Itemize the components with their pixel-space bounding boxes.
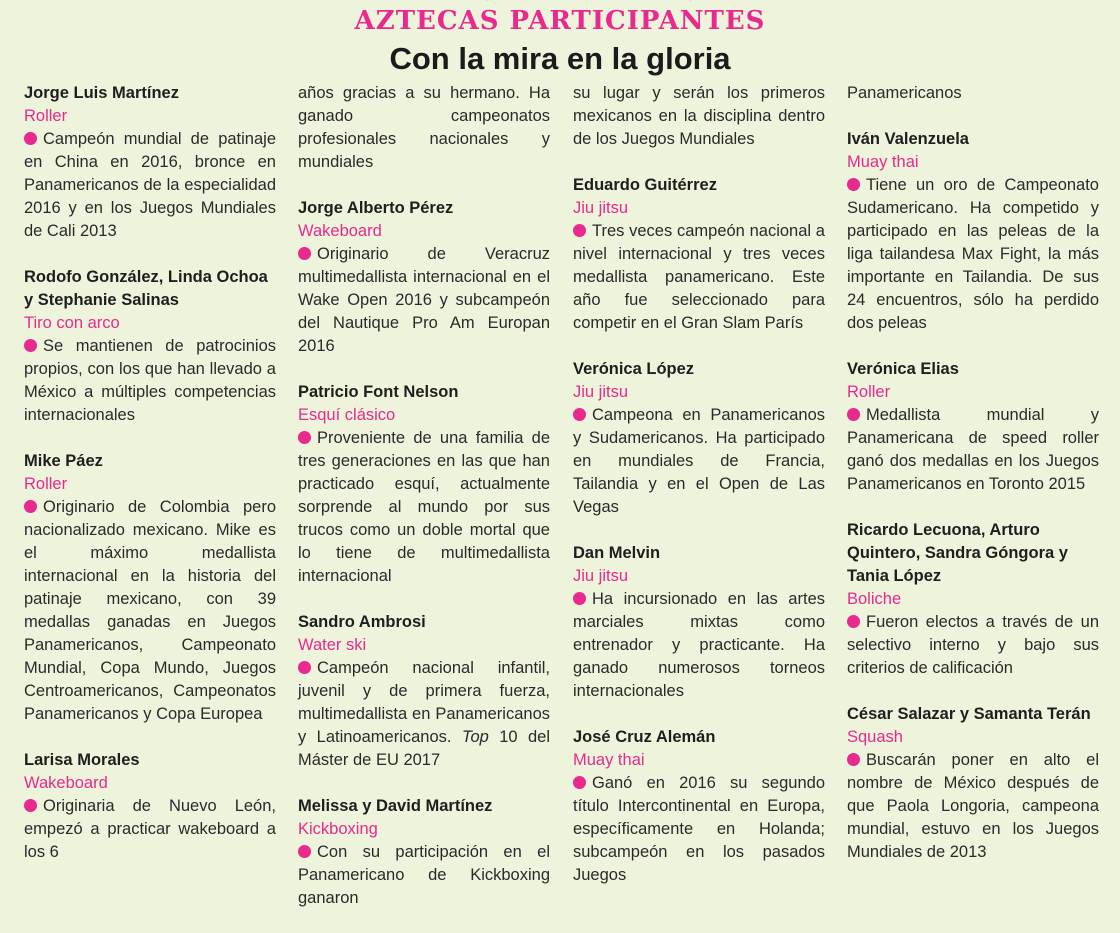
text-column-1 [24, 82, 276, 887]
continued-text: Panamericanos [847, 84, 962, 102]
athlete-description: Campeón mundial de patinaje en China en 2016, bronce en Panamericanos de la especialidad 2016 y en los Juegos Mundiales de Cali 2013 [24, 130, 276, 240]
bullet-icon [24, 500, 37, 513]
athlete-entry [847, 128, 1099, 335]
sport-label: Wakeboard [24, 774, 108, 792]
sport-label: Esquí clásico [298, 406, 396, 424]
athlete-description: Campeona en Panamericanos y Sudamericanos. Ha participado en mundiales de Francia, Tailandia y en el Open de Las Vegas [573, 406, 825, 516]
sport-label: Kickboxing [298, 820, 378, 838]
athlete-entry [847, 358, 1099, 496]
athlete-name: Ricardo Lecuona, Arturo Quintero, Sandra Góngora y Tania López [847, 521, 1068, 585]
athlete-name: Mike Páez [24, 452, 103, 470]
athlete-description: Con su participación en el Panamericano de Kickboxing ganaron [298, 843, 550, 907]
bullet-icon [298, 845, 311, 858]
text-column-2 [298, 82, 550, 933]
sport-label: Jiu jitsu [573, 567, 629, 585]
athlete-entry [24, 82, 276, 243]
sport-label: Roller [24, 107, 68, 125]
athlete-name: Dan Melvin [573, 544, 661, 562]
athlete-entry [847, 519, 1099, 680]
athlete-description: Campeón nacional infantil, juvenil y de primera fuerza, multimedallista en Panamericanos y Latinoamericanos. Top 10 del Máster de EU 2017 [298, 659, 550, 769]
sport-label: Muay thai [573, 751, 645, 769]
athlete-name: Verónica López [573, 360, 695, 378]
athlete-entry [573, 542, 825, 703]
athlete-entry [298, 795, 550, 910]
bullet-icon [847, 178, 860, 191]
bullet-icon [573, 408, 586, 421]
bullet-icon [573, 776, 586, 789]
text-column-4 [847, 82, 1099, 887]
athlete-name: Patricio Font Nelson [298, 383, 459, 401]
text-column-3 [573, 82, 825, 910]
sport-label: Jiu jitsu [573, 383, 629, 401]
bullet-icon [573, 224, 586, 237]
bullet-icon [298, 661, 311, 674]
bullet-icon [298, 431, 311, 444]
athlete-entry [298, 197, 550, 358]
sport-label: Wakeboard [298, 222, 382, 240]
athlete-description: Tres veces campeón nacional a nivel internacional y tres veces medallista panamericano. Este año fue seleccionado para competir en el Gran Slam París [573, 222, 825, 332]
athlete-entry [573, 358, 825, 519]
athlete-name: Sandro Ambrosi [298, 613, 426, 631]
bullet-icon [24, 132, 37, 145]
athlete-entry [298, 611, 550, 772]
athlete-description: Tiene un oro de Campeonato Sudamericano. Ha competido y participado en las peleas de la liga tailandesa Max Fight, la más importante en Tailandia. De sus 24 encuentros, sólo ha perdido dos peleas [847, 176, 1099, 332]
sport-label: Boliche [847, 590, 902, 608]
athlete-entry [847, 703, 1099, 864]
athlete-name: Jorge Luis Martínez [24, 84, 179, 102]
athlete-name: Verónica Elias [847, 360, 959, 378]
athlete-description: Medallista mundial y Panamericana de speed roller ganó dos medallas en los Juegos Panamericanos en Toronto 2015 [847, 406, 1099, 493]
bullet-icon [847, 408, 860, 421]
continued-text: años gracias a su hermano. Ha ganado campeonatos profesionales nacionales y mundiales [298, 84, 550, 171]
athlete-description: Ha incursionado en las artes marciales mixtas como entrenador y practicante. Ha ganado numerosos torneos internacionales [573, 590, 825, 700]
athlete-name: Rodofo González, Linda Ochoa y Stephanie Salinas [24, 268, 268, 309]
sport-label: Tiro con arco [24, 314, 120, 332]
athlete-entry [573, 726, 825, 887]
bullet-icon [24, 339, 37, 352]
athlete-description: Proveniente de una familia de tres generaciones en las que han practicado esquí, actualmente sorprende al mundo por sus trucos como un doble mortal que lo tiene de multimedallista internacional [298, 429, 550, 585]
sport-label: Roller [24, 475, 68, 493]
bullet-icon [847, 753, 860, 766]
athlete-name: César Salazar y Samanta Terán [847, 705, 1091, 723]
athlete-entry [298, 381, 550, 588]
bullet-icon [24, 799, 37, 812]
bullet-icon [847, 615, 860, 628]
athlete-description: Originaria de Nuevo León, empezó a practicar wakeboard a los 6 [24, 797, 276, 861]
sport-label: Muay thai [847, 153, 919, 171]
continued-text: su lugar y serán los primeros mexicanos en la disciplina dentro de los Juegos Mundiales [573, 84, 825, 148]
athlete-description: Originario de Veracruz multimedallista internacional en el Wake Open 2016 y subcampeón del Nautique Pro Am Europan 2016 [298, 245, 550, 355]
athlete-name: Iván Valenzuela [847, 130, 969, 148]
athlete-description: Se mantienen de patrocinios propios, con los que han llevado a México a múltiples competencias internacionales [24, 337, 276, 424]
athlete-description: Buscarán poner en alto el nombre de México después de que Paola Longoria, campeona mundial, estuvo en los Juegos Mundiales de 2013 [847, 751, 1099, 861]
athlete-entry [573, 174, 825, 335]
athlete-name: Melissa y David Martínez [298, 797, 493, 815]
athlete-entry [24, 450, 276, 726]
section-kicker: AZTECAS PARTICIPANTES [354, 6, 766, 36]
athlete-name: Jorge Alberto Pérez [298, 199, 454, 217]
athlete-entry [24, 266, 276, 427]
athlete-entry [24, 749, 276, 864]
sport-label: Squash [847, 728, 903, 746]
article-headline: Con la mira en la gloria [389, 41, 731, 76]
article-header [0, 0, 1120, 78]
sport-label: Roller [847, 383, 891, 401]
sport-label: Water ski [298, 636, 367, 654]
athlete-description: Originario de Colombia pero nacionalizado mexicano. Mike es el máximo medallista internacional en la historia del patinaje mexicano, con 39 medallas ganadas en Juegos Panamericanos, Campeonato Mundial, Copa Mundo, Juegos Centroamericanos, Campeonatos Panamericanos y Copa Europea [24, 498, 276, 723]
athlete-name: Eduardo Guitérrez [573, 176, 717, 194]
athlete-description: Ganó en 2016 su segundo título Intercontinental en Europa, específicamente en Holanda; subcampeón en los pasados Juegos [573, 774, 825, 884]
bullet-icon [573, 592, 586, 605]
athlete-name: Larisa Morales [24, 751, 140, 769]
athlete-name: José Cruz Alemán [573, 728, 716, 746]
bullet-icon [298, 247, 311, 260]
athlete-description: Fueron electos a través de un selectivo interno y bajo sus criterios de calificación [847, 613, 1099, 677]
sport-label: Jiu jitsu [573, 199, 629, 217]
